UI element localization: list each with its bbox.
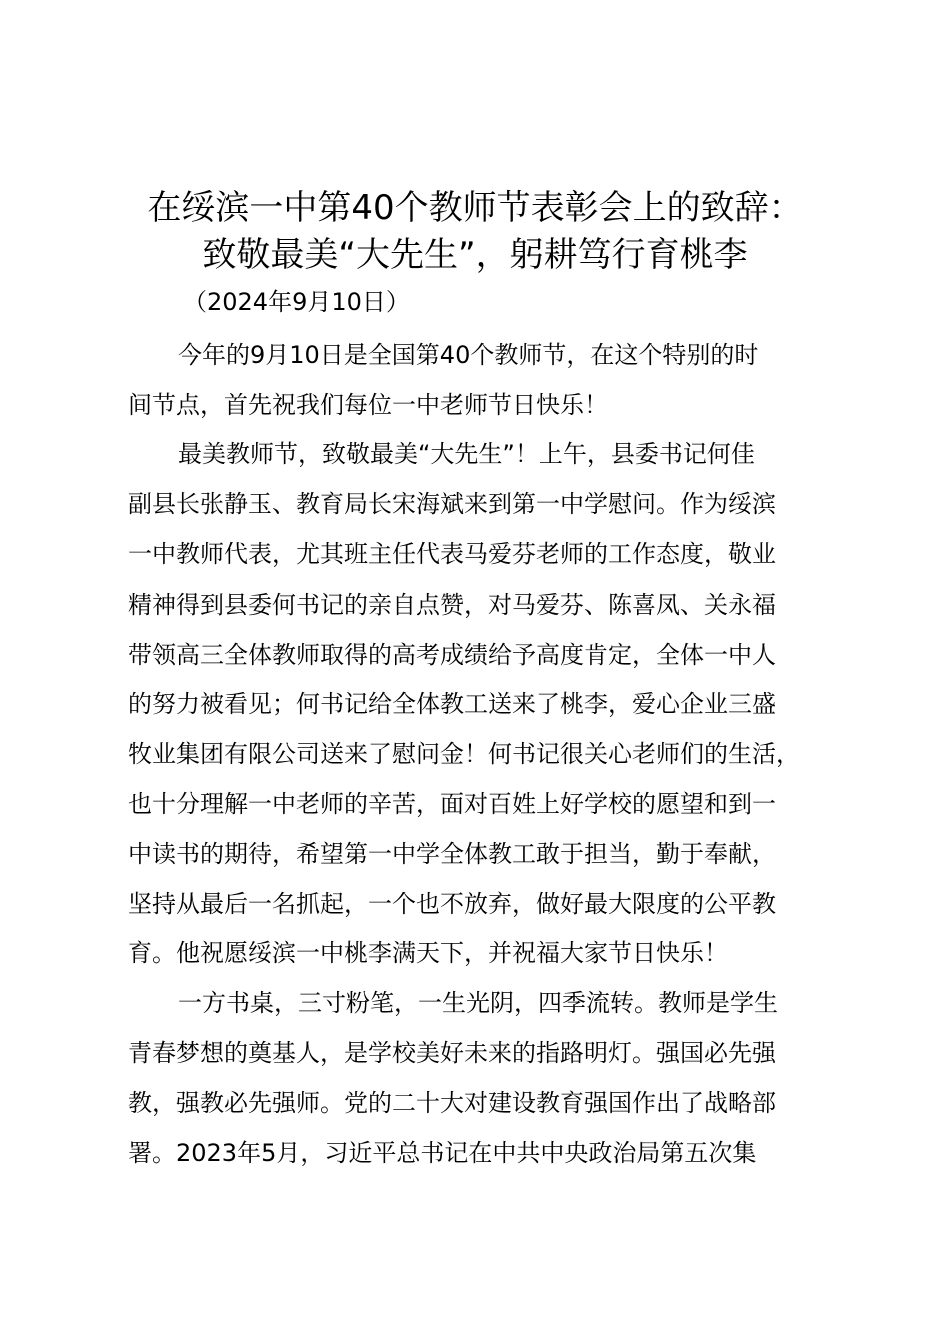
paragraph-2-line-7: 牧业集团有限公司送来了慰问金！何书记很关心老师们的生活， xyxy=(128,740,800,768)
paragraph-3-line-2: 青春梦想的奠基人，是学校美好未来的指路明灯。强国必先强 xyxy=(128,1039,776,1067)
paragraph-2-line-1: 最美教师节，致敬最美“大先生”！上午，县委书记何佳 xyxy=(178,440,755,468)
paragraph-3-line-3: 教，强教必先强师。党的二十大对建设教育强国作出了战略部 xyxy=(128,1089,776,1117)
document-title-line-2: 致敬最美“大先生”，躬耕笃行育桃李 xyxy=(202,235,748,275)
paragraph-2-line-5: 带领高三全体教师取得的高考成绩给予高度肯定，全体一中人 xyxy=(128,641,776,669)
paragraph-2-line-8: 也十分理解一中老师的辛苦，面对百姓上好学校的愿望和到一 xyxy=(128,790,776,818)
paragraph-1-line-1: 今年的9月10日是全国第40个教师节，在这个特别的时 xyxy=(178,341,759,369)
paragraph-3-line-4: 署。2023年5月，习近平总书记在中共中央政治局第五次集 xyxy=(128,1139,757,1167)
document-date: （2024年9月10日） xyxy=(183,288,410,316)
paragraph-2-line-10: 坚持从最后一名抓起，一个也不放弃，做好最大限度的公平教 xyxy=(128,890,776,918)
paragraph-2-line-3: 一中教师代表，尤其班主任代表马爱芬老师的工作态度，敬业 xyxy=(128,540,776,568)
paragraph-2-line-9: 中读书的期待，希望第一中学全体教工敢于担当，勤于奉献， xyxy=(128,840,776,868)
paragraph-2-line-2: 副县长张静玉、教育局长宋海斌来到第一中学慰问。作为绥滨 xyxy=(128,490,776,518)
paragraph-1-line-2: 间节点，首先祝我们每位一中老师节日快乐！ xyxy=(128,391,608,419)
paragraph-2-line-6: 的努力被看见；何书记给全体教工送来了桃李，爱心企业三盛 xyxy=(128,690,776,718)
paragraph-2-line-11: 育。他祝愿绥滨一中桃李满天下，并祝福大家节日快乐！ xyxy=(128,939,728,967)
document-title-line-1: 在绥滨一中第40个教师节表彰会上的致辞： xyxy=(147,188,803,228)
paragraph-3-line-1: 一方书桌，三寸粉笔，一生光阴，四季流转。教师是学生 xyxy=(178,989,778,1017)
paragraph-2-line-4: 精神得到县委何书记的亲自点赞，对马爱芬、陈喜凤、关永福 xyxy=(128,591,776,619)
